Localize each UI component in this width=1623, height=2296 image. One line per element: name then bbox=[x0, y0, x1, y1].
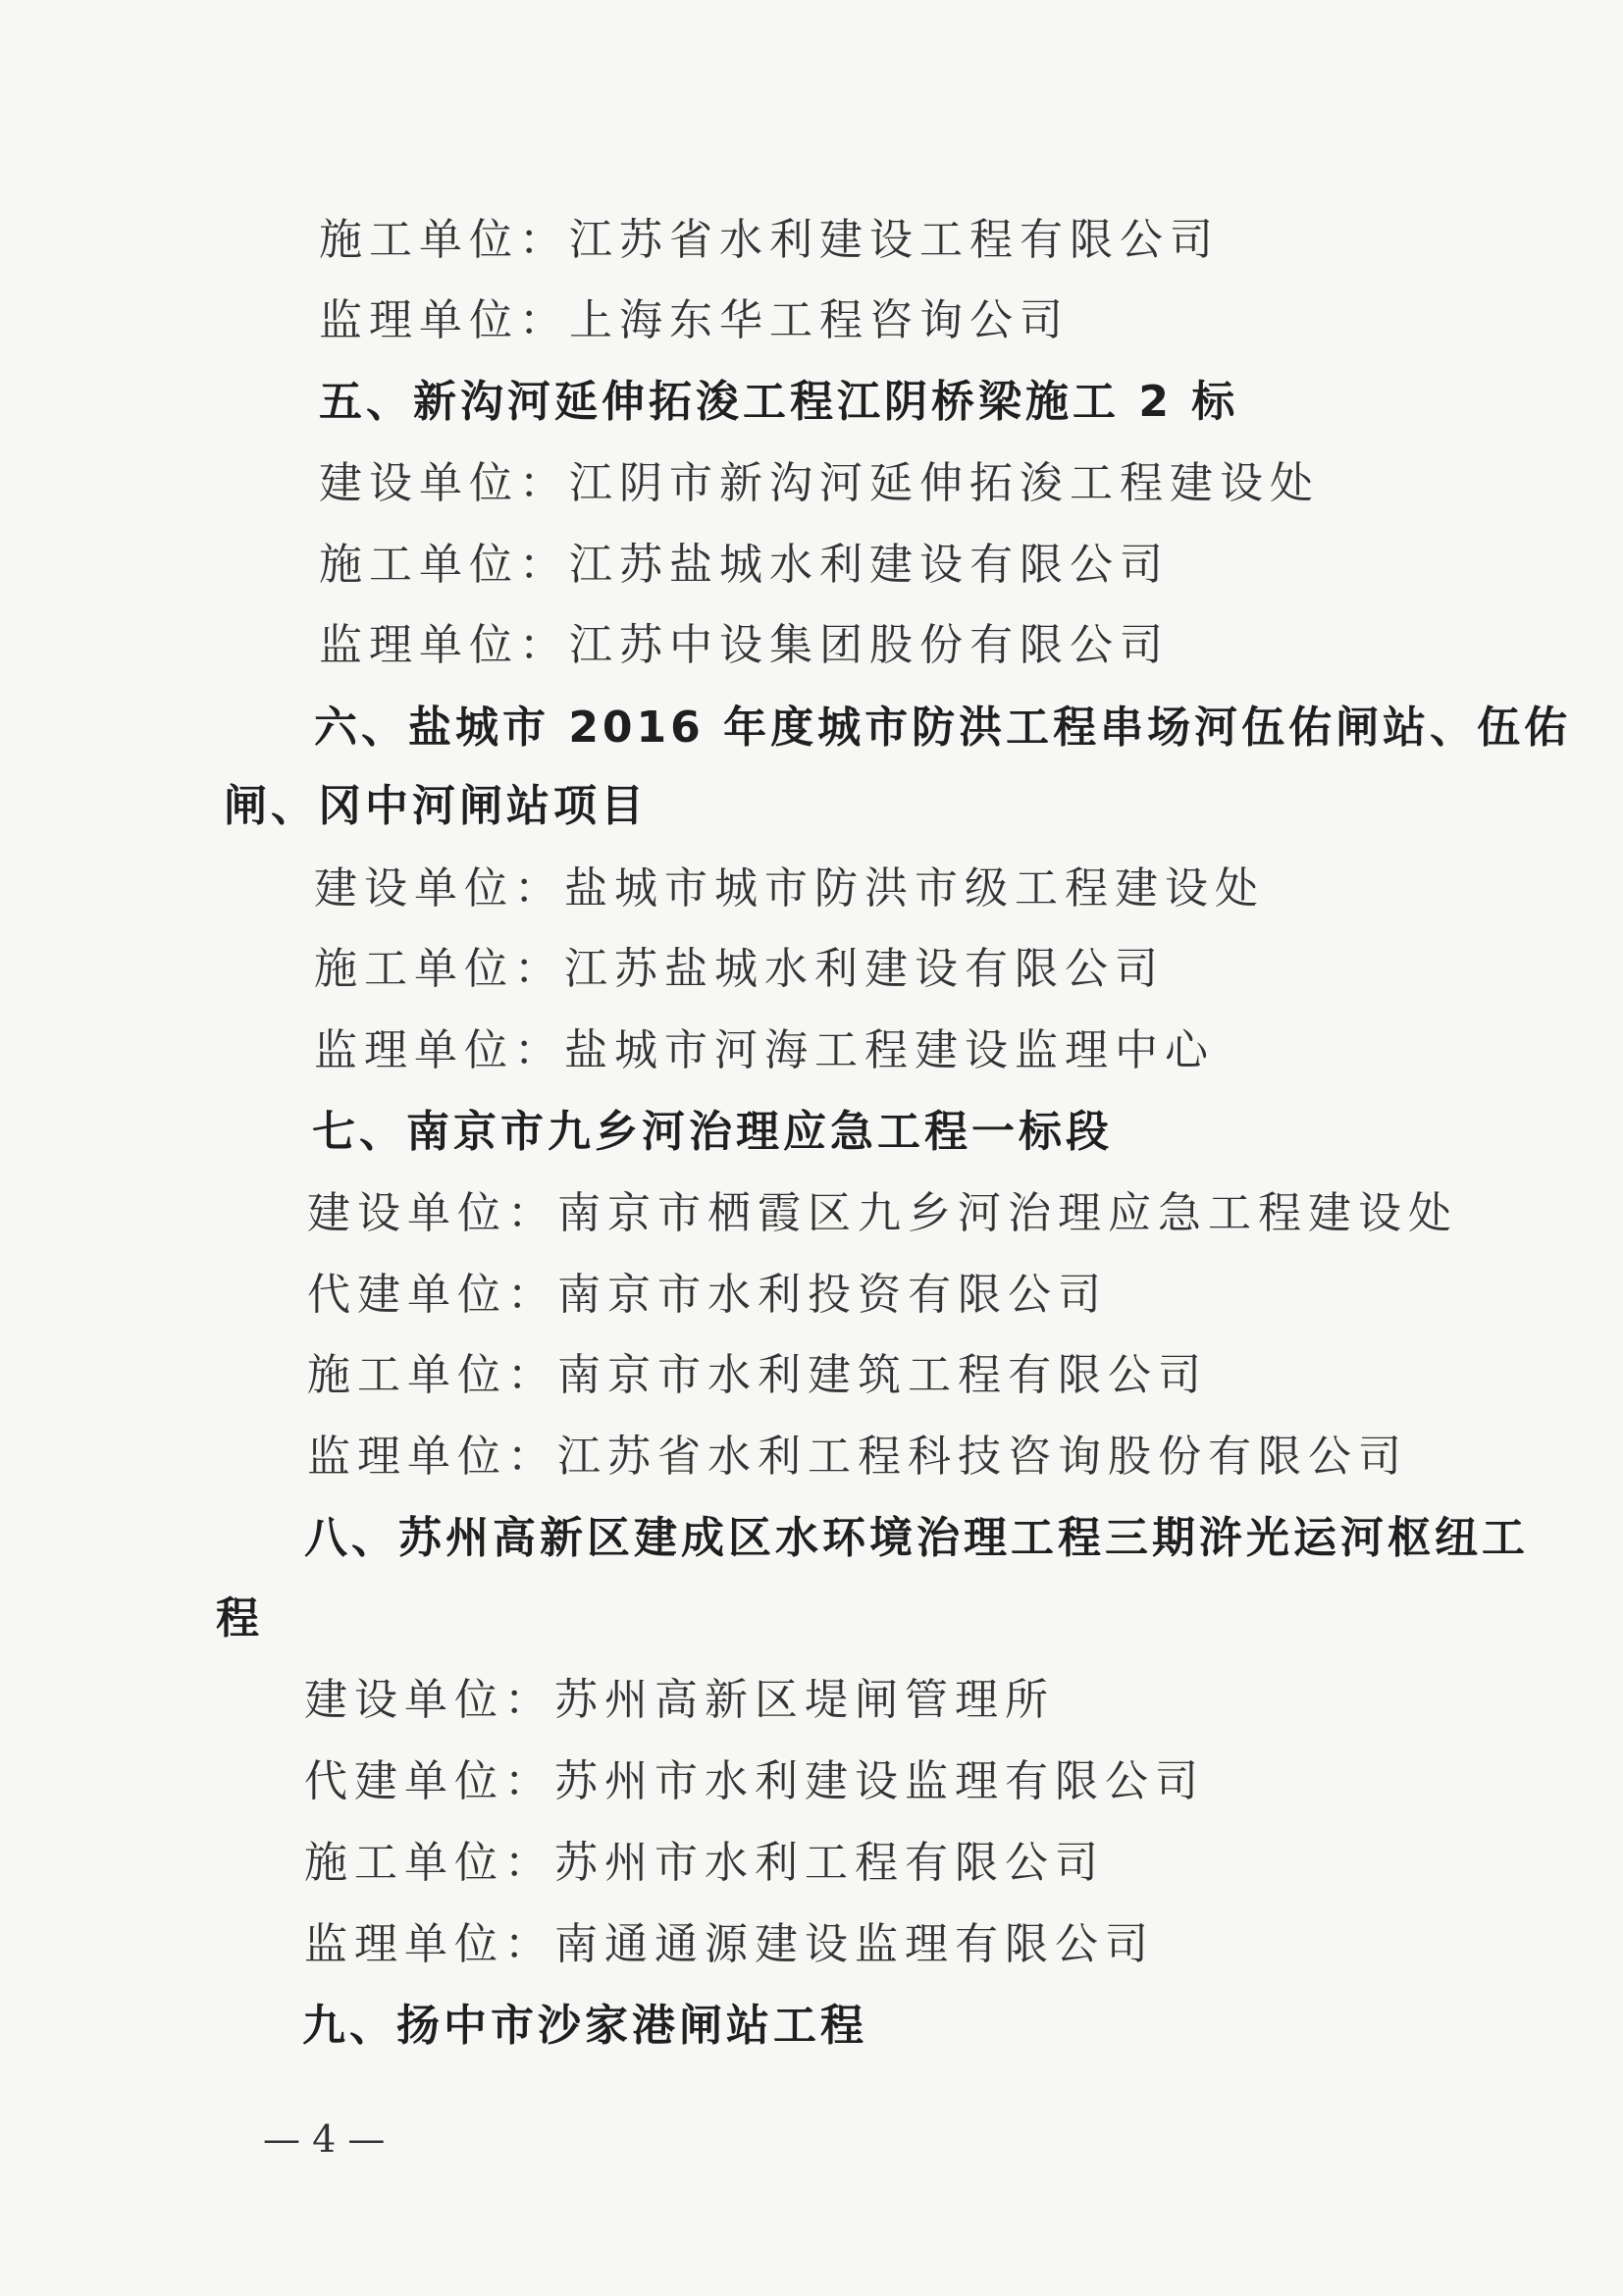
section-heading: 七、南京市九乡河治理应急工程一标段 bbox=[312, 1107, 1113, 1157]
entry-line: 监理单位：江苏中设集团股份有限公司 bbox=[319, 620, 1170, 670]
entry-line: 施工单位：江苏盐城水利建设有限公司 bbox=[314, 944, 1165, 994]
entry-line: 监理单位：盐城市河海工程建设监理中心 bbox=[314, 1025, 1215, 1075]
entry-line: 建设单位：江阴市新沟河延伸拓浚工程建设处 bbox=[319, 458, 1320, 508]
entry-line: 建设单位：南京市栖霞区九乡河治理应急工程建设处 bbox=[307, 1188, 1458, 1238]
entry-line: 代建单位：苏州市水利建设监理有限公司 bbox=[304, 1756, 1205, 1806]
entry-line: 建设单位：苏州高新区堤闸管理所 bbox=[304, 1675, 1055, 1725]
entry-line: 代建单位：南京市水利投资有限公司 bbox=[307, 1270, 1108, 1320]
entry-line: 施工单位：江苏盐城水利建设有限公司 bbox=[319, 540, 1170, 590]
entry-line: 监理单位：南通通源建设监理有限公司 bbox=[304, 1919, 1155, 1969]
section-heading: 五、新沟河延伸拓浚工程江阴桥梁施工 2 标 bbox=[319, 377, 1239, 427]
page-number: — 4 — bbox=[263, 2117, 386, 2161]
entry-line: 建设单位：盐城市城市防洪市级工程建设处 bbox=[314, 863, 1265, 913]
section-heading: 六、盐城市 2016 年度城市防洪工程串场河伍佑闸站、伍佑 bbox=[314, 703, 1572, 753]
entry-line: 施工单位：江苏省水利建设工程有限公司 bbox=[319, 215, 1220, 265]
entry-line: 监理单位：江苏省水利工程科技咨询股份有限公司 bbox=[307, 1432, 1408, 1482]
section-heading-continued: 闸、冈中河闸站项目 bbox=[224, 781, 648, 831]
section-heading-continued: 程 bbox=[216, 1593, 263, 1644]
section-heading: 八、苏州高新区建成区水环境治理工程三期浒光运河枢纽工 bbox=[304, 1513, 1529, 1563]
entry-line: 施工单位：南京市水利建筑工程有限公司 bbox=[307, 1350, 1208, 1400]
section-heading: 九、扬中市沙家港闸站工程 bbox=[302, 2001, 867, 2051]
entry-line: 施工单位：苏州市水利工程有限公司 bbox=[304, 1838, 1105, 1888]
entry-line: 监理单位：上海东华工程咨询公司 bbox=[319, 295, 1070, 345]
